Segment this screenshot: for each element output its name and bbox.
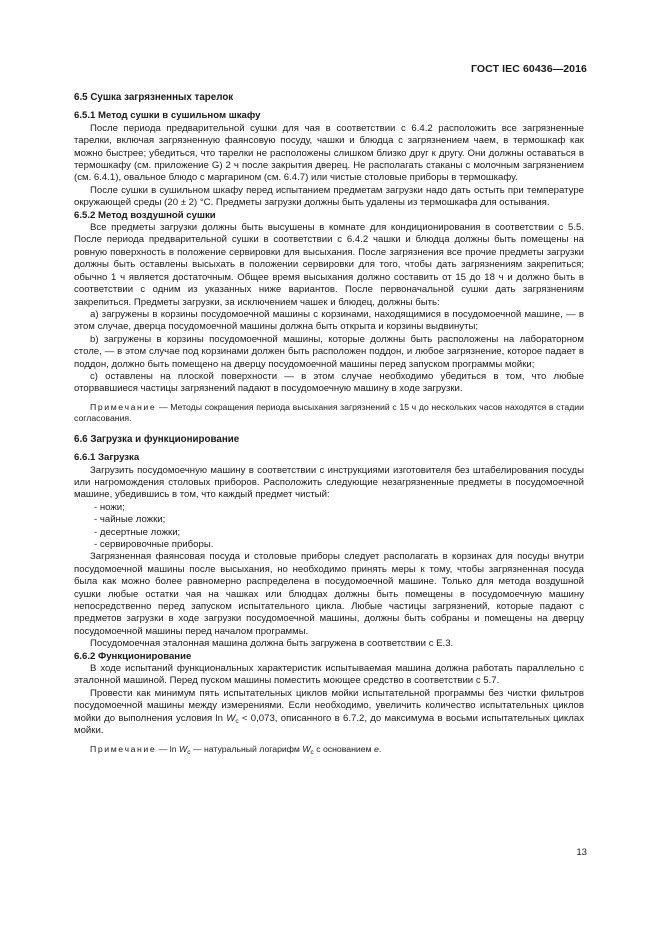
paragraph: В ходе испытаний функциональных характеристик испытываемая машина должна работать параллельно с эталонной машиной. Перед пуском машины поместить моющее средство в соответствии с 5.7. [74,663,584,687]
text-run: — ln [156,743,179,754]
list-item: а) загружены в корзины посудомоечной машины с корзинами, находящимися в посудомоечной машине, — в этом случае, дверца посудомоечной машины должна быть открыта и корзины выдвинуты; [74,308,584,333]
symbol-e: e [373,743,379,754]
paragraph: После сушки в сушильном шкафу перед испытанием предметам загрузки надо дать остыть при температуре окружающей среды (20 ± 2) °С. Предметы загрузки должны быть удалены из термошкафа для остывания. [74,184,584,209]
page-number: 13 [576,847,587,858]
text-run: . [378,743,382,754]
section-6-5-title: 6.5 Сушка загрязненных тарелок [74,92,234,103]
paragraph: Все предметы загрузки должны быть высушены в комнате для кондиционирования в соответствии с 5.5. После периода предварительной сушки в соответствии с 6.4.2 чашки и блюдца должны быть помещены на ровную поверхность в положение сервировки для высыхания. После загрязнения все прочие предметы загрузки должны быть оставлены высыхать в положении сервировки для того, чтобы дать загрязнениям закрепиться; обычно 1 ч является достаточным. Общее время высыхания должно составить от 15 до 18 ч и должно быть в соответствии с одним из указанных ниже вариантов. После первоначальной сушки дать загрязнениям закрепиться. Предметы загрузки, за исключением чашек и блюдец, должны быть: [74,222,584,308]
list-item: b) загружены в корзины посудомоечной машины, которые должны быть расположены на лабораторном столе, — в этом случае под корзинами должен быть расположен поддон, и любое загрязнение, которое падает в поддон, должно быть помещено на дверцу посудомоечной машины перед запуском программы мойки; [74,333,584,370]
symbol-w: W [179,743,188,754]
text-run: — натуральный логарифм [190,743,303,754]
subscript: c [235,717,239,725]
symbol-w: W [226,712,236,724]
subscript: c [187,748,191,756]
symbol-w: W [302,743,311,754]
list-item: - десертные ложки; [94,526,181,538]
document-header: ГОСТ IEC 60436—2016 [470,63,587,75]
text-run: < 0,073, описанного в 6.7.2, до максимума в восьми испытательных циклах мойки. [74,712,584,737]
note-label: Примечание [90,743,157,754]
subscript: c [310,748,314,756]
section-6-6-title: 6.6 Загрузка и функционирование [74,433,240,445]
list-item: с) оставлены на плоской поверхности — в этом случае необходимо убедиться в том, что любые оторвавшиеся частицы загрязнений падают в посудомоечную машину в ходе загрузки. [74,370,584,395]
note-text: — Методы сокращения периода высыхания загрязнений с 15 ч до нескольких часов находятся в стадии согласования. [74,401,584,424]
note [74,744,584,756]
subsection-6-6-1-title: 6.6.1 Загрузка [74,452,140,464]
subsection-6-5-1-title: 6.5.1 Метод сушки в сушильном шкафу [74,110,261,122]
subsection-6-5-2-title: 6.5.2 Метод воздушной сушки [74,209,216,221]
note-label: Примечание [90,401,157,412]
paragraph: Загрязненная фаянсовая посуда и столовые приборы следует располагать в корзинах для посуды внутри посудомоечной машины после высыхания, но необходимо принять меры к тому, чтобы загрязненная посуда была как можно более равномерно распределена в посудомоечной машине. Только для метода воздушной сушки любые остатки чая на чашках или блюдцах должны быть помещены в посудомоечную машину непосредственно перед запуском испытательного цикла. Любые частицы загрязнений, которые падают с предметов загрузки в ходе загрузки посудомоечной машины, должны быть собраны и помещены на дверцу посудомоечной машины перед началом программы. [74,551,584,637]
list-item: - чайные ложки; [94,514,166,526]
paragraph: После периода предварительной сушки для чая в соответствии с 6.4.2 расположить все загрязненные тарелки, включая загрязненную фаянсовую посуду, чашки и блюдца с загрязнением чаем, в термошкаф как можно быстрее; убедиться, что тарелки не расположены слишком близко друг к другу. Они должны оставаться в термошкафу (см. приложение G) 2 ч после закрытия дверец. Не располагать стаканы с молочным загрязнением (см. 6.4.1), овальное блюдо с маргарином (см. 6.4.7) или чистые столовые приборы в термошкафу. [74,122,584,184]
page-content [74,92,584,755]
list-item: - ножи; [94,501,125,513]
text-run: Провести как минимум пять испытательных циклов мойки испытательной программы без чистки фильтров посудомоечной машины между измерениями. Если необходимо, увеличить количество испытательных циклов мойки до выполнения условия ln [74,687,584,724]
text-run: с основанием [313,743,374,754]
note [74,402,584,425]
list-item: - сервировочные приборы. [94,539,214,550]
paragraph [74,688,584,738]
paragraph: Посудомоечная эталонная машина должна быть загружена в соответствии с Е.3. [90,638,454,650]
subsection-6-6-2-title: 6.6.2 Функционирование [74,650,192,662]
paragraph: Загрузить посудомоечную машину в соответствии с инструкциями изготовителя без штабелирования посуды или нагромождения столовых приборов. Расположить следующие незагрязненные предметы в посудомоечной машине, убедившись в том, что каждый предмет чистый: [74,464,584,501]
